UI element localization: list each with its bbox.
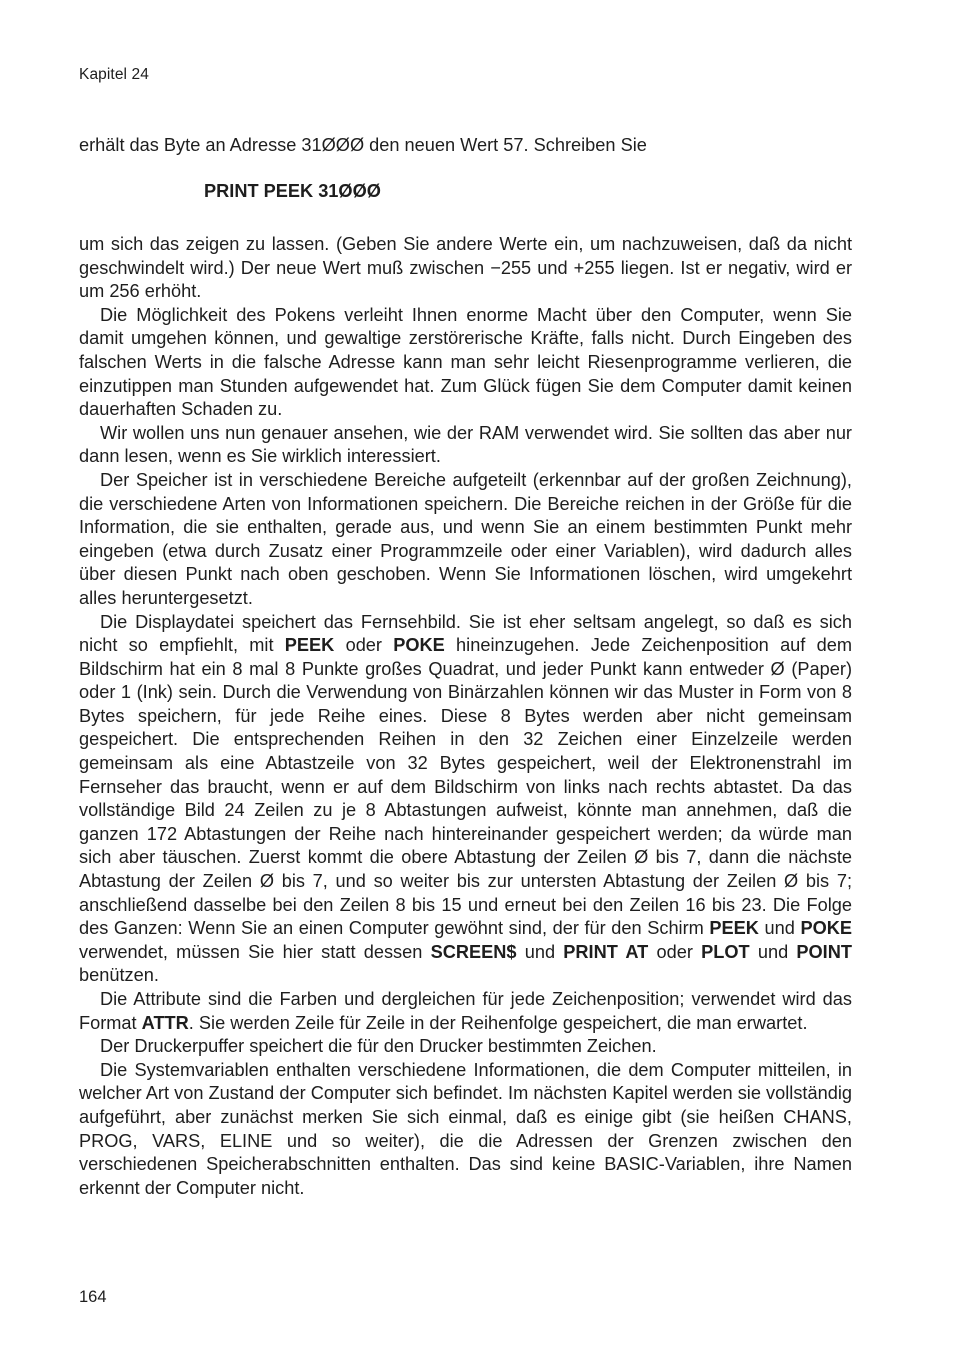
keyword-poke: POKE xyxy=(393,635,445,656)
keyword-peek: PEEK xyxy=(284,635,335,656)
paragraph-3: Wir wollen uns nun genauer ansehen, wie der RAM verwendet wird. Sie sollten das aber nur dann lesen, wenn es Sie wirklich interessiert. xyxy=(79,422,852,467)
code-example: PRINT PEEK 31ØØØ xyxy=(204,181,381,201)
paragraph-2: Die Möglichkeit des Pokens verleiht Ihnen enorme Macht über den Computer, wenn Sie damit umgehen können, und gewaltige zerstörerische Kräfte, falls nicht. Durch Eingeben des falschen Werts in die falsche Adresse kann man sehr leicht Riesenprogramme verlieren, die einzutippen man Stunden aufgewendet hat. Zum Glück fügen Sie dem Computer damit keinen dauerhaften Schaden zu. xyxy=(79,304,852,420)
paragraph-4: Der Speicher ist in verschiedene Bereiche aufgeteilt (erkennbar auf der großen Zeichnung), die verschiedene Arten von Informationen speichern. Die Bereiche reichen in der Größe für die Information, die sie enthalten, gerade aus, und wenn Sie an einem bestimmten Punkt mehr eingeben (etwa durch Zusatz einer Programmzeile oder einer Variablen), wird dadurch alles über diesen Punkt nach oben geschoben. Wenn Sie Informationen löschen, wird umgekehrt alles heruntergesetzt. xyxy=(79,469,852,608)
keyword-point: POINT xyxy=(796,941,852,962)
keyword-print-at: PRINT AT xyxy=(563,941,649,962)
paragraph-6 xyxy=(79,988,852,1035)
keyword-screen: SCREEN$ xyxy=(430,941,517,962)
paragraph-7: Der Druckerpuffer speichert die für den Drucker bestimmten Zeichen. xyxy=(100,1036,657,1057)
keyword-plot: PLOT xyxy=(701,941,750,962)
text-run: oder xyxy=(334,635,394,656)
text-run: und xyxy=(516,941,564,962)
text-run: . Sie werden Zeile für Zeile in der Reihenfolge gespeichert, die man erwartet. xyxy=(188,1012,808,1033)
text-run: verwendet, müssen Sie hier statt dessen xyxy=(79,941,431,962)
keyword-attr: ATTR xyxy=(141,1012,189,1033)
keyword-peek: PEEK xyxy=(709,918,759,939)
text-run: hineinzugehen. Jede Zeichenposition auf dem Bildschirm hat ein 8 mal 8 Punkte großes Quadrat, und jeder Punkt kann entweder Ø (Paper) oder 1 (Ink) sein. Durch die Verwendung von Binärzahlen können wir das Muster in Form von 8 Bytes speichern, für jede Reihe eines. Diese 8 Bytes werden aber nicht gemeinsam gespeichert. Die entsprechenden Reihen in den 32 Zeichen einer Einzelzeile werden gemeinsam als eine Abtastzeile von 32 Bytes gespeichert, weil der Elektronenstrahl im Fernseher das braucht, wenn er auf dem Bildschirm von links nach rechts abtastet. Da das vollständige Bild 24 Zeilen zu je 8 Abtastungen aufweist, könnte man annehmen, daß die ganzen 172 Abtastungen der Reihe nach hintereinander gespeichert werden; da würde man sich aber täuschen. Zuerst kommt die obere Abtastung der Zeilen Ø bis 7, dann die nächste Abtastung der Zeilen Ø bis 7, und so weiter bis zur untersten Abtastung der Zeilen Ø bis 7; anschließend dasselbe bei den Zeilen 8 bis 15 und erneut bei den Zeilen 16 bis 23. Die Folge des Ganzen: Wenn Sie an einen Computer gewöhnt sind, der für den Schirm xyxy=(79,635,852,939)
text-run: oder xyxy=(648,941,702,962)
text-run: und xyxy=(758,918,801,939)
intro-line: erhält das Byte an Adresse 31ØØØ den neuen Wert 57. Schreiben Sie xyxy=(79,135,647,155)
paragraph-1: um sich das zeigen zu lassen. (Geben Sie andere Werte ein, um nachzuweisen, daß da nicht geschwindelt wird.) Der neue Wert muß zwischen −255 und +255 liegen. Ist er negativ, wird er um 256 erhöht. xyxy=(79,234,852,302)
paragraph-5 xyxy=(79,611,852,989)
page-number: 164 xyxy=(79,1288,107,1306)
paragraph-8: Die Systemvariablen enthalten verschiedene Informationen, die dem Computer mitteilen, in welcher Art von Zustand der Computer sich befindet. Im nächsten Kapitel werden sie vollständig aufgeführt, aber zunächst merken Sie sich einmal, daß es einige gibt (sie heißen CHANS, PROG, VARS, ELINE und so weiter), die die Adressen der Grenzen zwischen den verschiedenen Speicherabschnitten enthalten. Das sind keine BASIC-Variablen, ihre Namen erkennt der Computer nicht. xyxy=(79,1059,852,1198)
text-run: Die Attribute sind die Farben und dergleichen für jede Zeichenposition; verwendet wird das Format xyxy=(79,989,852,1033)
body-text xyxy=(79,233,852,1200)
text-run: und xyxy=(749,941,797,962)
chapter-header: Kapitel 24 xyxy=(79,66,149,83)
text-run: benützen. xyxy=(79,965,159,986)
text-run: Die Displaydatei speichert das Fernsehbild. Sie ist eher seltsam angelegt, so daß es sich nicht so empfiehlt, mit xyxy=(79,611,852,656)
keyword-poke: POKE xyxy=(800,918,853,939)
